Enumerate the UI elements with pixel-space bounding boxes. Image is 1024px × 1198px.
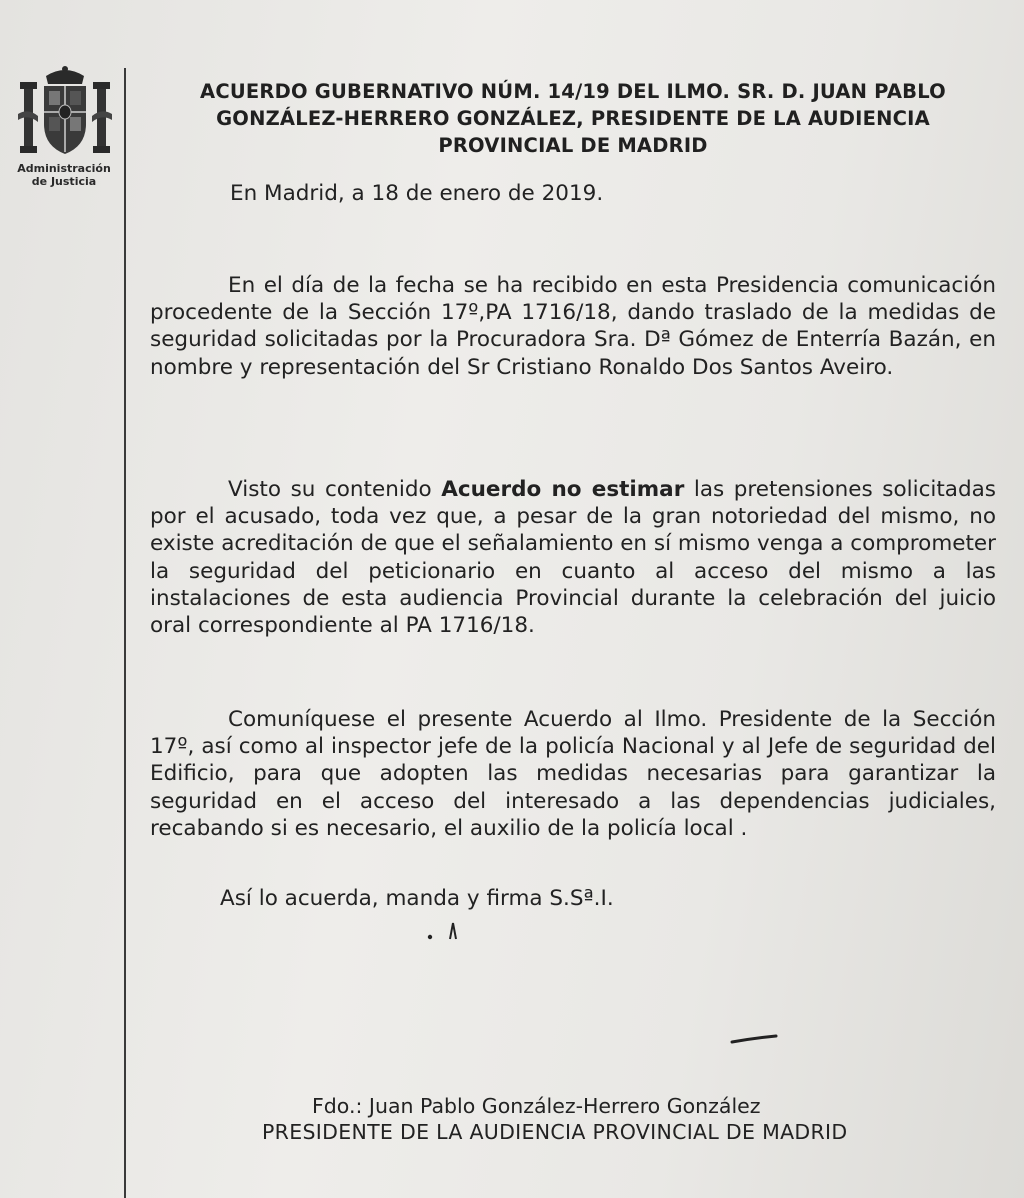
document-date: En Madrid, a 18 de enero de 2019. — [230, 181, 604, 206]
paragraph-2-decision: Acuerdo no estimar — [441, 477, 685, 502]
paragraph-2-rest: las pretensiones solicitadas por el acusado, toda vez que, a pesar de la gran notoriedad del mismo, no existe acreditación de que el señalamiento en sí mismo venga a comprometer la seguridad del peticionario en cuanto al acceso del mismo a las instalaciones de esta audiencia Provincial durante la celebración del juicio oral correspondiente al PA 1716/18. — [150, 477, 996, 639]
pen-stroke-icon — [730, 1030, 780, 1050]
coat-of-arms-icon — [16, 64, 114, 160]
signature-mark-icon — [420, 915, 480, 945]
signatory-position: PRESIDENTE DE LA AUDIENCIA PROVINCIAL DE MADRID — [262, 1120, 848, 1144]
margin-rule — [124, 68, 126, 1198]
issuer-label — [10, 162, 118, 188]
closing-formula: Así lo acuerda, manda y firma S.Sª.I. — [220, 886, 614, 911]
paragraph-2 — [150, 476, 996, 639]
issuer-label-line1: Administración — [17, 162, 111, 175]
signatory-name: Fdo.: Juan Pablo González-Herrero González — [312, 1094, 761, 1118]
paragraph-1: En el día de la fecha se ha recibido en esta Presidencia comunicación procedente de la Sección 17º,PA 1716/18, dando traslado de la medidas de seguridad solicitadas por la Procuradora Sra. Dª Gómez de Enterría Bazán, en nombre y representación del Sr Cristiano Ronaldo Dos Santos Aveiro. — [150, 273, 996, 380]
paragraph-3: Comuníquese el presente Acuerdo al Ilmo. Presidente de la Sección 17º, así como al inspector jefe de la policía Nacional y al Jefe de seguridad del Edificio, para que adopten las medidas necesarias para garantizar la seguridad en el acceso del interesado a las dependencias judiciales, recabando si es necesario, el auxilio de la policía local . — [150, 707, 996, 841]
document-title: ACUERDO GUBERNATIVO NÚM. 14/19 DEL ILMO. SR. D. JUAN PABLO GONZÁLEZ-HERRERO GONZÁLEZ, PRESIDENTE DE LA AUDIENCIA PROVINCIAL DE MADRID — [200, 80, 946, 157]
issuer-label-line2: de Justicia — [31, 175, 97, 188]
paragraph-2-intro: Visto su contenido — [228, 477, 442, 502]
